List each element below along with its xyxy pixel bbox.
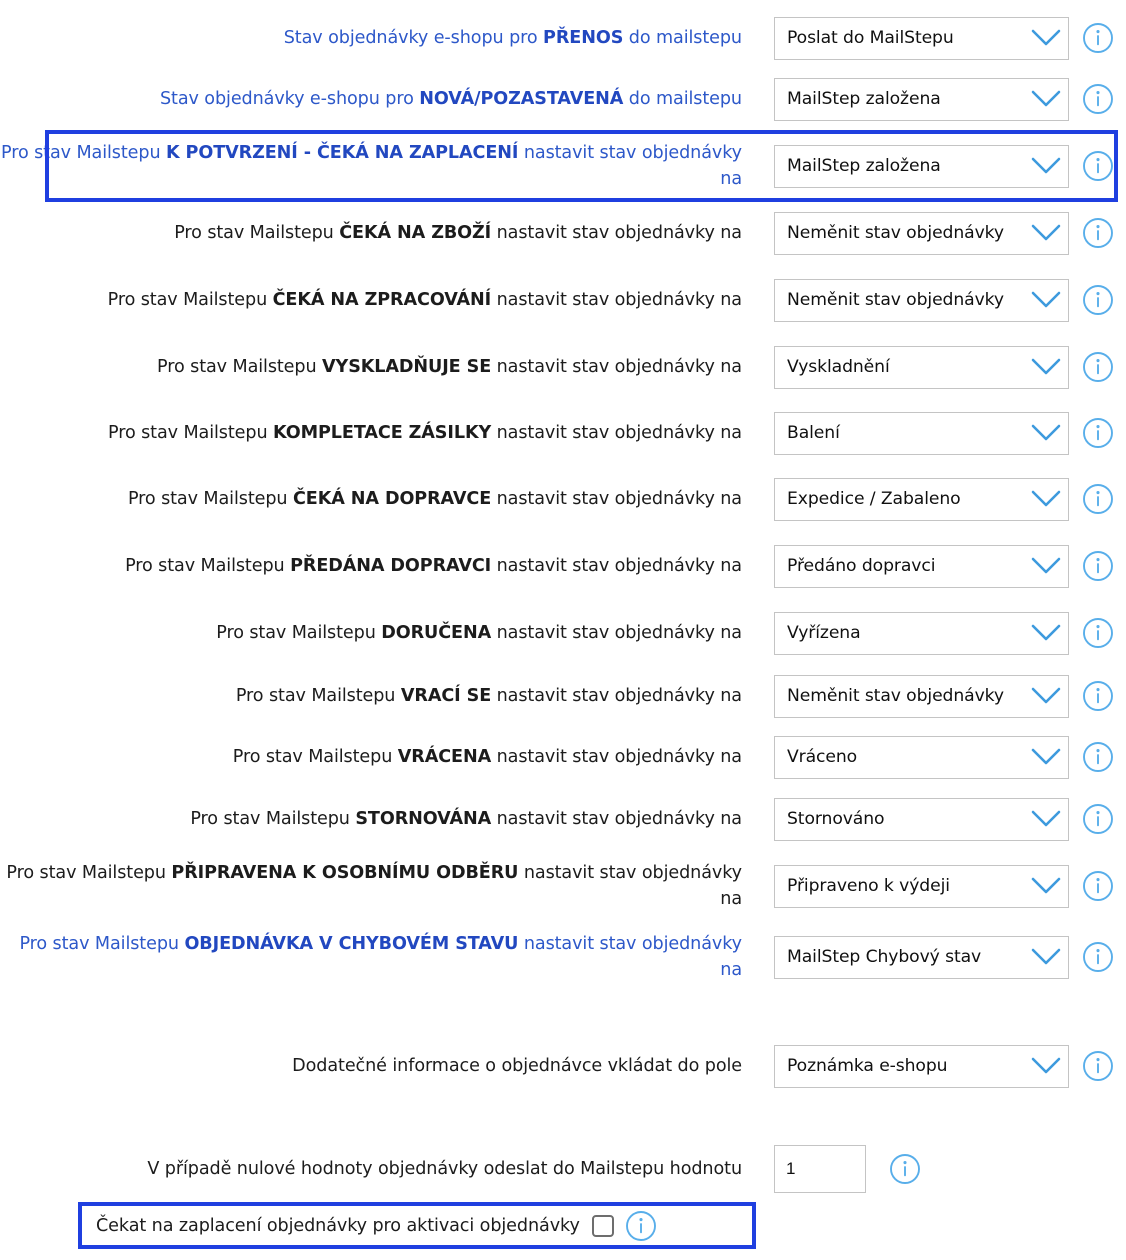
row-label-post: nastavit stav objednávky na (491, 623, 742, 643)
chevron-down-icon[interactable] (1024, 490, 1068, 508)
row-label-pre: Pro stav Mailstepu (216, 623, 382, 643)
row-label-emphasis: PŘIPRAVENA K OSOBNÍMU ODBĚRU (171, 863, 519, 883)
info-circle-icon[interactable] (1081, 216, 1115, 250)
status-select[interactable] (774, 798, 1069, 841)
row-label-post: nastavit stav objednávky na (491, 223, 742, 243)
status-select-value: Stornováno (787, 808, 885, 829)
row-label-pre: Pro stav Mailstepu (174, 223, 340, 243)
settings-row (0, 670, 1126, 722)
row-label-pre: Pro stav Mailstepu (1, 143, 166, 163)
status-select[interactable] (774, 736, 1069, 779)
row-label-post: nastavit stav objednávky na (518, 934, 742, 980)
row-label (0, 287, 742, 313)
status-select-value: Vyřízena (787, 622, 861, 643)
info-circle-icon[interactable] (1081, 940, 1115, 974)
row-label-post: nastavit stav objednávky na (518, 143, 742, 189)
row-control (742, 1045, 1126, 1088)
info-circle-icon[interactable] (1081, 740, 1115, 774)
row-label-emphasis: OBJEDNÁVKA V CHYBOVÉM STAVU (184, 934, 519, 954)
row-label-post: do mailstepu (623, 28, 742, 48)
row-label-post: nastavit stav objednávky na (491, 357, 742, 377)
chevron-down-icon[interactable] (1024, 157, 1068, 175)
status-select[interactable] (774, 412, 1069, 455)
settings-row (0, 207, 1126, 259)
chevron-down-icon[interactable] (1024, 90, 1068, 108)
chevron-down-icon[interactable] (1024, 748, 1068, 766)
settings-row (0, 860, 1126, 912)
settings-row (0, 607, 1126, 659)
row-label-emphasis: VYSKLADŇUJE SE (322, 357, 492, 377)
settings-row (0, 274, 1126, 326)
info-circle-icon[interactable] (1081, 21, 1115, 55)
status-select-value: Předáno dopravci (787, 555, 936, 576)
info-circle-icon[interactable] (1081, 802, 1115, 836)
row-control (742, 412, 1126, 455)
checkbox-unchecked-icon[interactable] (592, 1215, 614, 1237)
status-select-value: Neměnit stav objednávky (787, 685, 1004, 706)
info-circle-icon[interactable] (1081, 482, 1115, 516)
info-circle-icon[interactable] (1081, 283, 1115, 317)
status-select[interactable] (774, 78, 1069, 121)
chevron-down-icon[interactable] (1024, 810, 1068, 828)
row-label-pre: Pro stav Mailstepu (19, 934, 185, 954)
status-select-value: MailStep založena (787, 155, 941, 176)
row-label (0, 860, 742, 912)
settings-row (0, 931, 1126, 983)
info-circle-icon[interactable] (1081, 679, 1115, 713)
row-label-emphasis: PŘEDÁNA DOPRAVCI (290, 556, 492, 576)
chevron-down-icon[interactable] (1024, 624, 1068, 642)
row-label-pre: Pro stav Mailstepu (190, 809, 356, 829)
row-label-post: nastavit stav objednávky na (491, 747, 742, 767)
row-label (0, 620, 742, 646)
settings-row (0, 73, 1126, 125)
settings-row (0, 1040, 1126, 1092)
chevron-down-icon[interactable] (1024, 291, 1068, 309)
status-select-value: Připraveno k výdeji (787, 875, 950, 896)
row-label-emphasis: ČEKÁ NA ZPRACOVÁNÍ (272, 290, 492, 310)
row-label-emphasis: PŘENOS (543, 28, 624, 48)
info-circle-icon[interactable] (888, 1152, 922, 1186)
status-select-value: Balení (787, 422, 840, 443)
status-select[interactable] (774, 145, 1069, 188)
status-select[interactable] (774, 865, 1069, 908)
row-control (742, 675, 1126, 718)
row-label (0, 744, 742, 770)
row-label-pre: Pro stav Mailstepu (6, 863, 172, 883)
chevron-down-icon[interactable] (1024, 358, 1068, 376)
chevron-down-icon[interactable] (1024, 424, 1068, 442)
status-select-value: Poznámka e-shopu (787, 1055, 948, 1076)
row-label-pre: Stav objednávky e-shopu pro (159, 89, 420, 109)
wait-for-payment-label: Čekat na zaplacení objednávky pro aktivaci objednávky (96, 1215, 580, 1236)
chevron-down-icon[interactable] (1024, 877, 1068, 895)
row-label-pre: Pro stav Mailstepu (127, 489, 293, 509)
chevron-down-icon[interactable] (1024, 1057, 1068, 1075)
row-control (742, 346, 1126, 389)
status-select[interactable] (774, 212, 1069, 255)
row-label (0, 486, 742, 512)
row-label-post: nastavit stav objednávky na (491, 423, 742, 443)
chevron-down-icon[interactable] (1024, 224, 1068, 242)
row-control (742, 145, 1126, 188)
row-control (742, 545, 1126, 588)
row-label-pre: Pro stav Mailstepu (157, 357, 323, 377)
row-label-pre: Pro stav Mailstepu (125, 556, 291, 576)
row-label-emphasis: STORNOVÁNA (355, 809, 492, 829)
status-select[interactable] (774, 1045, 1069, 1088)
row-label (0, 25, 742, 51)
row-label-pre: Pro stav Mailstepu (108, 423, 273, 443)
row-label-post: nastavit stav objednávky na (491, 290, 742, 310)
info-circle-icon[interactable] (1081, 82, 1115, 116)
status-select-value: Neměnit stav objednávky (787, 222, 1004, 243)
row-label (0, 1053, 742, 1079)
row-label (0, 931, 742, 983)
row-label (0, 683, 742, 709)
settings-row (0, 793, 1126, 845)
row-label-pre: Pro stav Mailstepu (235, 686, 401, 706)
status-select-value: Neměnit stav objednávky (787, 289, 1004, 310)
row-control (742, 17, 1126, 60)
row-label-emphasis: ČEKÁ NA ZBOŽÍ (339, 223, 492, 243)
status-select-value: MailStep založena (787, 88, 941, 109)
row-label (0, 86, 742, 112)
settings-row (0, 341, 1126, 393)
zero-value-input[interactable] (774, 1145, 866, 1193)
zero-value-label (0, 1156, 742, 1182)
info-circle-icon[interactable] (624, 1209, 658, 1243)
info-circle-icon[interactable] (1081, 1049, 1115, 1083)
row-label-post: nastavit stav objednávky na (491, 556, 742, 576)
status-select[interactable] (774, 478, 1069, 521)
info-circle-icon[interactable] (1081, 616, 1115, 650)
row-label-emphasis: NOVÁ/POZASTAVENÁ (419, 89, 624, 109)
status-select-value: Poslat do MailStepu (787, 27, 954, 48)
status-select[interactable] (774, 675, 1069, 718)
status-select[interactable] (774, 346, 1069, 389)
status-select[interactable] (774, 545, 1069, 588)
row-label-emphasis: VRACÍ SE (400, 686, 492, 706)
row-control (742, 865, 1126, 908)
status-select-value: MailStep Chybový stav (787, 946, 982, 967)
info-circle-icon[interactable] (1081, 549, 1115, 583)
settings-row (0, 12, 1126, 64)
row-label-pre: Pro stav Mailstepu (107, 290, 273, 310)
row-label-emphasis: DORUČENA (381, 623, 492, 643)
row-label (0, 220, 742, 246)
row-label-post: nastavit stav objednávky na (491, 489, 742, 509)
row-label-emphasis: VRÁCENA (397, 747, 492, 767)
row-label (0, 420, 742, 446)
row-label-post: nastavit stav objednávky na (518, 863, 742, 909)
status-select[interactable] (774, 936, 1069, 979)
row-label-pre: Dodatečné informace o objednávce vkládat do pole (292, 1056, 742, 1076)
chevron-down-icon[interactable] (1024, 948, 1068, 966)
row-label-post: do mailstepu (623, 89, 742, 109)
row-control (742, 279, 1126, 322)
row-label-post: nastavit stav objednávky na (491, 686, 742, 706)
settings-row (0, 407, 1126, 459)
settings-row (0, 140, 1126, 192)
row-label-emphasis: ČEKÁ NA DOPRAVCE (292, 489, 492, 509)
row-control (742, 936, 1126, 979)
info-circle-icon[interactable] (1081, 149, 1115, 183)
row-control (742, 798, 1126, 841)
row-control (742, 78, 1126, 121)
status-select-value: Vráceno (787, 746, 858, 767)
chevron-down-icon[interactable] (1024, 687, 1068, 705)
row-label-post: nastavit stav objednávky na (491, 809, 742, 829)
row-label-emphasis: KOMPLETACE ZÁSILKY (273, 423, 492, 443)
wait-for-payment-row (78, 1202, 756, 1249)
info-circle-icon[interactable] (1081, 350, 1115, 384)
row-label (0, 140, 742, 192)
row-control (742, 612, 1126, 655)
status-select-value: Expedice / Zabaleno (787, 488, 961, 509)
row-label (0, 354, 742, 380)
row-label (0, 806, 742, 832)
zero-value-row (0, 1143, 1126, 1195)
row-label-pre: Stav objednávky e-shopu pro (283, 28, 544, 48)
row-control (742, 212, 1126, 255)
row-control (742, 736, 1126, 779)
chevron-down-icon[interactable] (1024, 557, 1068, 575)
row-label-pre: Pro stav Mailstepu (232, 747, 398, 767)
info-circle-icon[interactable] (1081, 416, 1115, 450)
row-label (0, 553, 742, 579)
status-select[interactable] (774, 279, 1069, 322)
settings-row (0, 540, 1126, 592)
chevron-down-icon[interactable] (1024, 29, 1068, 47)
settings-row (0, 731, 1126, 783)
status-select[interactable] (774, 612, 1069, 655)
info-circle-icon[interactable] (1081, 869, 1115, 903)
row-control (742, 478, 1126, 521)
zero-value-control (742, 1145, 1126, 1193)
zero-value-label-text: V případě nulové hodnoty objednávky odeslat do Mailstepu hodnotu (147, 1159, 742, 1179)
settings-row (0, 473, 1126, 525)
status-select[interactable] (774, 17, 1069, 60)
status-select-value: Vyskladnění (787, 356, 890, 377)
row-label-emphasis: K POTVRZENÍ - ČEKÁ NA ZAPLACENÍ (166, 143, 519, 163)
